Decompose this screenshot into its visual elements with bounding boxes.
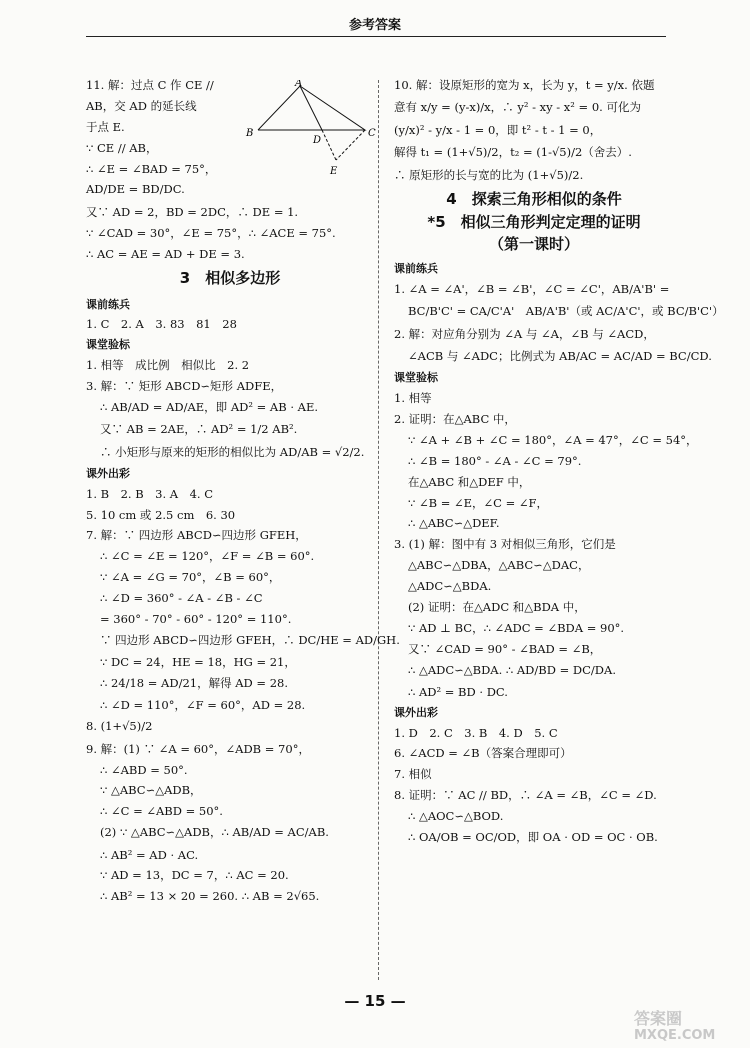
pre-class-heading: 课前练兵 xyxy=(86,297,130,311)
r-in-class-line-6: ∵ ∠B = ∠E，∠C = ∠F， xyxy=(408,495,549,510)
r-in-class-line-1: 1. 相等 xyxy=(394,391,432,406)
q11-line-1: 11. 解：过点 C 作 CE // xyxy=(86,78,214,92)
in-class-line-1: 1. 相等 成比例 相似比 2. 2 xyxy=(86,358,250,372)
r-pre-class-line-2: BC/B'C' = CA/C'A' AB/A'B'（或 AC/A'C'，或 BC/B'C'） xyxy=(408,304,724,319)
after-class-heading: 课外出彩 xyxy=(86,466,130,480)
after-class-line-15: ∵ △ABC∽△ADB， xyxy=(100,783,202,798)
left-column xyxy=(86,78,400,910)
q11-line-3: 于点 E. xyxy=(86,119,125,134)
label-A: A xyxy=(295,80,303,89)
r-in-class-line-15: ∴ AD² = BD · DC. xyxy=(408,684,508,699)
q10-line-2: 意有 x/y = (y-x)/x，∴ y² - xy - x² = 0. 可化为 xyxy=(394,100,641,115)
after-class-line-16: ∴ ∠C = ∠ABD = 50°. xyxy=(100,804,223,819)
after-class-line-10: ∴ 24/18 = AD/21，解得 AD = 28. xyxy=(100,676,289,690)
after-class-line-11: ∴ ∠D = 110°，∠F = 60°，AD = 28. xyxy=(100,698,306,713)
q11-line-2: AB，交 AD 的延长线 xyxy=(86,98,197,113)
in-class-line-3: ∴ AB/AD = AD/AE，即 AD² = AB · AE. xyxy=(100,399,318,414)
q10-line-3: (y/x)² - y/x - 1 = 0，即 t² - t - 1 = 0， xyxy=(394,122,602,137)
q10-line-5: ∴ 原矩形的长与宽的比为 (1+√5)/2. xyxy=(394,167,584,182)
r-in-class-line-3: ∵ ∠A + ∠B + ∠C = 180°，∠A = 47°，∠C = 54°， xyxy=(408,432,698,447)
q10-line-4: 解得 t₁ = (1+√5)/2，t₂ = (1-√5)/2（舍去）. xyxy=(394,145,632,160)
r-in-class-line-5: 在△ABC 和△DEF 中， xyxy=(408,474,531,489)
label-D: D xyxy=(313,135,322,146)
label-C: C xyxy=(368,128,376,139)
r-after-class-line-3: 7. 相似 xyxy=(394,767,432,782)
after-class-line-12: 8. (1+√5)/2 xyxy=(86,719,153,734)
r-in-class-line-12: ∵ AD ⊥ BC，∴ ∠ADC = ∠BDA = 90°. xyxy=(408,620,625,635)
page-number: — 15 — xyxy=(344,992,406,1010)
r-pre-class-line-4: ∠ACB 与 ∠ADC；比例式为 AB/AC = AC/AD = BC/CD. xyxy=(408,349,712,363)
pre-class-answers: 1. C 2. A 3. 83 81 28 xyxy=(86,317,237,332)
after-class-line-18: ∴ AB² = AD · AC. xyxy=(100,847,199,862)
r-in-class-line-2: 2. 证明：在△ABC 中， xyxy=(394,412,516,426)
after-class-line-1: 1. B 2. B 3. A 4. C xyxy=(86,486,214,501)
r-in-class-line-8: 3. (1) 解：图中有 3 对相似三角形，它们是 xyxy=(394,537,616,552)
column-separator xyxy=(378,80,379,980)
q11-line-7: 又∵ AD = 2，BD = 2DC，∴ DE = 1. xyxy=(86,204,299,219)
q11-line-9: ∴ AC = AE = AD + DE = 3. xyxy=(86,246,245,261)
after-class-line-6: ∴ ∠D = 360° - ∠A - ∠B - ∠C xyxy=(100,591,263,605)
header-rule xyxy=(86,36,666,37)
after-class-line-17: (2) ∵ △ABC∽△ADB，∴ AB/AD = AC/AB. xyxy=(100,825,329,840)
watermark-domain: MXQE.COM xyxy=(634,1028,716,1042)
q11-line-8: ∵ ∠CAD = 30°，∠E = 75°，∴ ∠ACE = 75°. xyxy=(86,225,336,240)
r-after-class-line-6: ∴ OA/OB = OC/OD，即 OA · OD = OC · OB. xyxy=(408,829,658,844)
section-title-similar-polygons: 3 相似多边形 xyxy=(179,268,281,287)
r-in-class-line-4: ∴ ∠B = 180° - ∠A - ∠C = 79°. xyxy=(408,453,582,468)
section-title-theorem-proof: *5 相似三角形判定定理的证明 xyxy=(427,212,641,231)
r-in-class-line-7: ∴ △ABC∽△DEF. xyxy=(408,516,500,531)
in-class-line-2: 3. 解：∵ 矩形 ABCD∽矩形 ADFE， xyxy=(86,378,283,393)
r-in-class-line-11: (2) 证明：在△ADC 和△BDA 中， xyxy=(408,599,586,614)
r-after-class-line-4: 8. 证明：∵ AC // BD，∴ ∠A = ∠B，∠C = ∠D. xyxy=(394,788,657,803)
watermark-logo xyxy=(626,1006,746,1042)
after-class-line-9: ∵ DC = 24，HE = 18，HG = 21， xyxy=(100,655,296,670)
r-in-class-line-13: 又∵ ∠CAD = 90° - ∠BAD = ∠B， xyxy=(408,641,602,656)
after-class-line-5: ∵ ∠A = ∠G = 70°，∠B = 60°， xyxy=(100,570,281,585)
r-pre-class-line-3: 2. 解：对应角分别为 ∠A 与 ∠A，∠B 与 ∠ACD， xyxy=(394,326,655,341)
r-after-class-line-2: 6. ∠ACD = ∠B（答案合理即可） xyxy=(394,746,572,761)
r-in-class-line-9: △ABC∽△DBA，△ABC∽△DAC， xyxy=(408,558,590,573)
in-class-line-4: 又∵ AB = 2AE，∴ AD² = 1/2 AB². xyxy=(100,422,298,437)
section-subtitle-lesson: （第一课时） xyxy=(488,235,579,254)
r-pre-class-heading: 课前练兵 xyxy=(394,262,438,276)
label-E: E xyxy=(330,166,338,177)
r-in-class-line-10: △ADC∽△BDA. xyxy=(408,579,492,593)
right-column xyxy=(394,78,724,852)
r-in-class-heading: 课堂验标 xyxy=(394,371,438,385)
after-class-line-7: = 360° - 70° - 60° - 120° = 110°. xyxy=(100,611,292,626)
r-after-class-line-5: ∴ △AOC∽△BOD. xyxy=(408,809,504,823)
r-pre-class-line-1: 1. ∠A = ∠A'，∠B = ∠B'，∠C = ∠C'，AB/A'B' = xyxy=(394,281,670,296)
after-class-line-19: ∵ AD = 13，DC = 7，∴ AC = 20. xyxy=(100,868,289,883)
label-B: B xyxy=(246,128,254,139)
section-title-triangle-conditions: 4 探索三角形相似的条件 xyxy=(446,189,622,208)
after-class-line-2: 5. 10 cm 或 2.5 cm 6. 30 xyxy=(86,507,236,522)
q10-line-1: 10. 解：设原矩形的宽为 x，长为 y，t = y/x. 依题 xyxy=(394,78,655,92)
q11-line-5: ∴ ∠E = ∠BAD = 75°， xyxy=(86,161,217,176)
q11-line-4: ∵ CE // AB， xyxy=(86,140,158,155)
after-class-line-8: ∵ 四边形 ABCD∽四边形 GFEH，∴ DC/HE = AD/GH. xyxy=(100,632,400,647)
watermark-text: 答案圈 xyxy=(634,1009,683,1028)
after-class-line-20: ∴ AB² = 13 × 20 = 260. ∴ AB = 2√65. xyxy=(100,889,320,904)
r-after-class-heading: 课外出彩 xyxy=(394,705,438,719)
in-class-line-5: ∴ 小矩形与原来的矩形的相似比为 AD/AB = √2/2. xyxy=(100,444,365,459)
after-class-line-13: 9. 解：(1) ∵ ∠A = 60°，∠ADB = 70°， xyxy=(86,741,310,756)
page-header: 参考答案 xyxy=(348,18,401,33)
r-in-class-line-14: ∴ △ADC∽△BDA. ∴ AD/BD = DC/DA. xyxy=(408,662,616,677)
in-class-heading: 课堂验标 xyxy=(86,338,130,352)
after-class-line-3: 7. 解：∵ 四边形 ABCD∽四边形 GFEH， xyxy=(86,528,307,543)
q11-line-6: AD/DE = BD/DC. xyxy=(86,182,185,197)
after-class-line-14: ∴ ∠ABD = 50°. xyxy=(100,762,188,777)
after-class-line-4: ∴ ∠C = ∠E = 120°，∠F = ∠B = 60°. xyxy=(100,549,315,564)
r-after-class-line-1: 1. D 2. C 3. B 4. D 5. C xyxy=(394,725,558,740)
